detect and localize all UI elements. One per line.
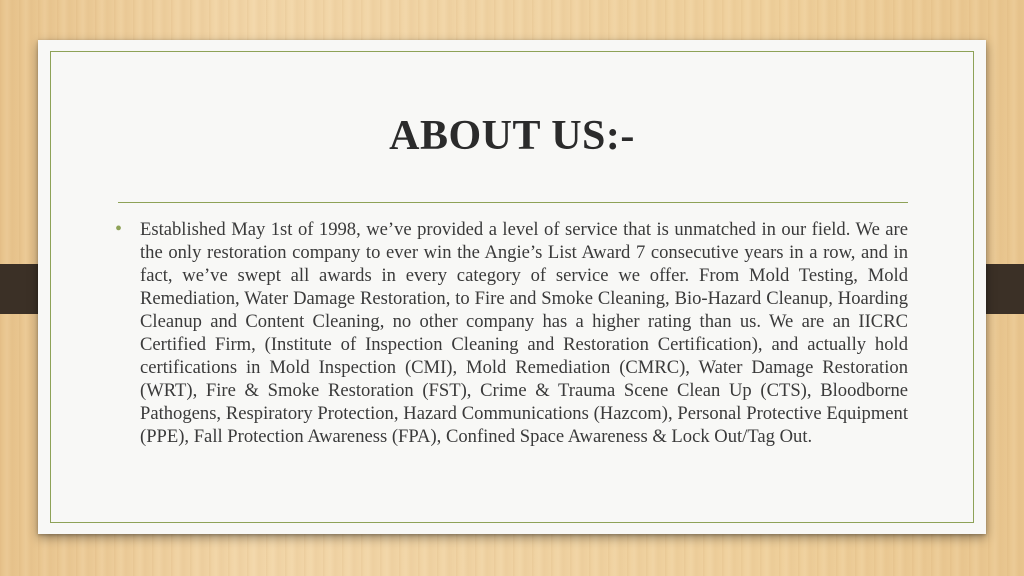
slide-title: ABOUT US:- (389, 113, 635, 159)
title-divider (118, 202, 908, 203)
bullet-icon: • (115, 218, 123, 240)
about-us-paragraph: Established May 1st of 1998, we’ve provided a level of service that is unmatched in our field. We are the only restoration company to ever win the Angie’s List Award 7 consecutive years in a row, and in fact, we’ve swept all awards in every category of service we offer. From Mold Testing, Mold Remediation, Water Damage Restoration, to Fire and Smoke Cleaning, Bio-Hazard Cleanup, Hoarding Cleanup and Content Cleaning, no other company has a higher rating than us. We are an IICRC Certified Firm, (Institute of Inspection Cleaning and Restoration Certification), and actually hold certifications in Mold Inspection (CMI), Mold Remediation (CMRC), Water Damage Restoration (WRT), Fire & Smoke Restoration (FST), Crime & Trauma Scene Clean Up (CTS), Bloodborne Pathogens, Respiratory Protection, Hazard Communications (Hazcom), Personal Protective Equipment (PPE), Fall Protection Awareness (FPA), Confined Space Awareness & Lock Out/Tag Out. (140, 219, 908, 447)
slide-card (38, 40, 986, 534)
